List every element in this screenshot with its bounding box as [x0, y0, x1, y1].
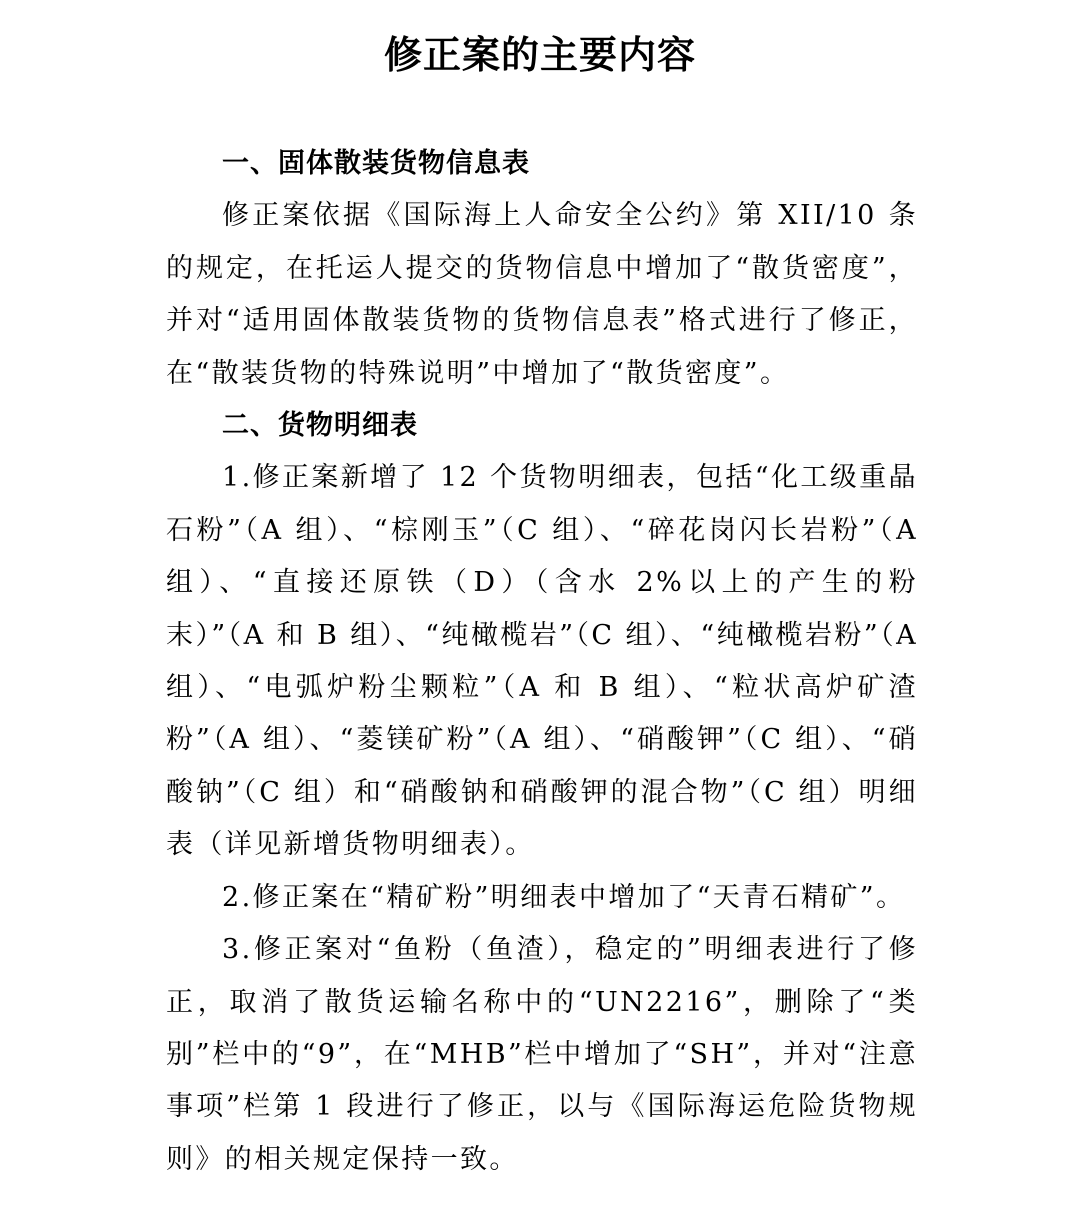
section-2-heading: 二、货物明细表	[222, 410, 418, 442]
section-2-item-2: 2.修正案在“精矿粉”明细表中增加了“天青石精矿”。	[222, 881, 906, 913]
document-body	[166, 138, 918, 1186]
section-1-heading: 一、固体散装货物信息表	[222, 148, 530, 179]
document-title: 修正案的主要内容	[383, 33, 696, 77]
section-2-item-3: 3.修正案对“鱼粉（鱼渣），稳定的”明细表进行了修正，取消了散货运输名称中的“UN2216”，删除了“类别”栏中的“9”，在“MHB”栏中增加了“SH”，并对“注意事项”栏第 1 段进行了修正，以与《国际海运危险货物规则》的相关规定保持一致。	[166, 934, 918, 1175]
section-1-paragraph: 修正案依据《国际海上人命安全公约》第 XII/10 条的规定，在托运人提交的货物信息中增加了“散货密度”，并对“适用固体散装货物的货物信息表”格式进行了修正，在“散装货物的特殊说明”中增加了“散货密度”。	[166, 200, 918, 389]
section-2-item-1: 1.修正案新增了 12 个货物明细表，包括“化工级重晶石粉”（A 组）、“棕刚玉”（C 组）、“碎花岗闪长岩粉”（A 组）、“直接还原铁（D）（含水 2%以上的产生的粉末）”（A 和 B 组）、“纯橄榄岩”（C 组）、“纯橄榄岩粉”（A 组）、“电弧炉粉尘颗粒”（A 和 B 组）、“粒状高炉矿渣粉”（A 组）、“菱镁矿粉”（A 组）、“硝酸钾”（C 组）、“硝酸钠”（C 组）和“硝酸钠和硝酸钾的混合物”（C 组）明细表（详见新增货物明细表）。	[166, 462, 918, 861]
